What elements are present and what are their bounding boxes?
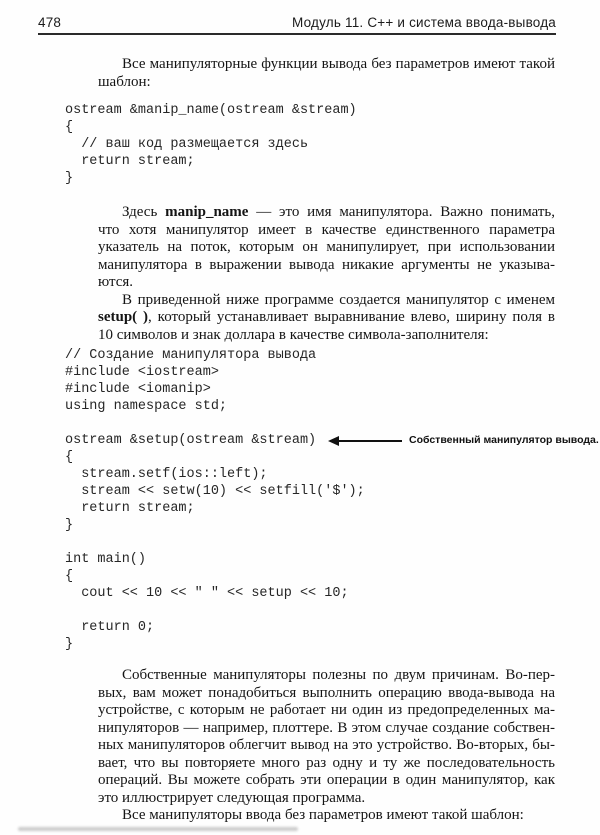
body-line: устройстве, с которым не работает ни один из предопределенных ма- [98, 702, 555, 718]
body-line: операций. Вы можете собрать эти операции в один манипулятор, как [98, 772, 555, 788]
body-line: нипуляторов — например, плоттере. В этом случае создание собствен- [98, 719, 555, 736]
code-line: } [65, 518, 74, 533]
body-line: В приведенной ниже программе создается манипулятор с именем [122, 291, 555, 308]
body-line: вает, что вы повторяете много раз одну и ту же последовательность [98, 754, 555, 771]
scan-artifact [18, 827, 298, 831]
code-line: } [65, 171, 74, 186]
code-line: int main() [65, 552, 147, 567]
code-line: } [65, 637, 74, 652]
paragraph-discussion [98, 667, 555, 807]
code-line: return stream; [65, 501, 195, 516]
code-line: { [65, 120, 74, 135]
body-text: — это имя манипулятора. Важно понимать, [248, 204, 555, 220]
code-block-manip-template [65, 102, 556, 187]
code-line: stream << setw(10) << setfill('$'); [65, 484, 365, 499]
code-line: #include <iomanip> [65, 382, 211, 397]
paragraph-manip-desc [98, 204, 555, 292]
body-text: , который устанавливает выравнивание влево, ширину поля в [148, 309, 555, 325]
code-line: { [65, 450, 74, 465]
code-line-setup: ostream &setup(ostream &stream) [65, 433, 317, 448]
body-line: Собственные манипуляторы полезны по двум причинам. Во-пер- [122, 667, 555, 683]
body-line: Все манипуляторы ввода без параметров имеют такой шаблон: [122, 807, 524, 823]
body-line: это иллюстрирует следующая программа. [98, 789, 366, 806]
paragraph-closing [98, 807, 555, 825]
body-line: ются. [98, 274, 134, 290]
code-line: return 0; [65, 620, 155, 635]
body-line: указатель на поток, которым он манипулирует, при использовании [98, 239, 555, 255]
keyword-setup: setup( ) [98, 309, 149, 325]
paragraph-setup-intro [98, 292, 555, 345]
code-line [65, 415, 556, 432]
manipulator-annotation [328, 432, 599, 449]
page-number: 478 [38, 15, 62, 30]
code-line: return stream; [65, 154, 195, 169]
body-line: 10 символов и знак доллара в качестве символа-заполнителя: [98, 326, 489, 343]
body-line: шаблон: [98, 73, 151, 90]
code-line: cout << 10 << " " << setup << 10; [65, 586, 349, 601]
code-line: // ваш код размещается здесь [65, 137, 309, 152]
code-line [65, 534, 556, 551]
page-header [38, 0, 556, 35]
chapter-title: Модуль 11. C++ и система ввода-вывода [292, 15, 556, 30]
code-line: // Создание манипулятора вывода [65, 348, 317, 363]
code-line: { [65, 569, 74, 584]
body-line: манипулятора в выражении вывода никакие аргументы не указыва- [98, 256, 555, 273]
body-line: вых, вам может понадобиться выполнить операцию ввода-вывода на [98, 684, 555, 701]
code-line [65, 602, 556, 619]
keyword-manip-name: manip_name [165, 204, 249, 220]
annotation-label: Собственный манипулятор вывода. [409, 434, 599, 446]
body-line: что хотя манипулятор имеет в качестве единственного параметра [98, 221, 555, 238]
body-line: ных манипуляторов облегчит вывод на это устройство. Во-вторых, бы- [98, 737, 555, 753]
arrow-line [339, 440, 402, 442]
body-line: Все манипуляторные функции вывода без параметров имеют такой [122, 56, 555, 72]
code-block-program [65, 347, 599, 653]
body-line [98, 204, 555, 222]
paragraph-intro [98, 56, 555, 91]
code-line: stream.setf(ios::left); [65, 467, 268, 482]
body-text: Здесь [122, 204, 166, 220]
code-line: ostream &manip_name(ostream &stream) [65, 103, 357, 118]
body-line [98, 309, 555, 327]
code-line: using namespace std; [65, 399, 228, 414]
left-arrow-icon [328, 436, 339, 446]
code-line: #include <iostream> [65, 365, 219, 380]
